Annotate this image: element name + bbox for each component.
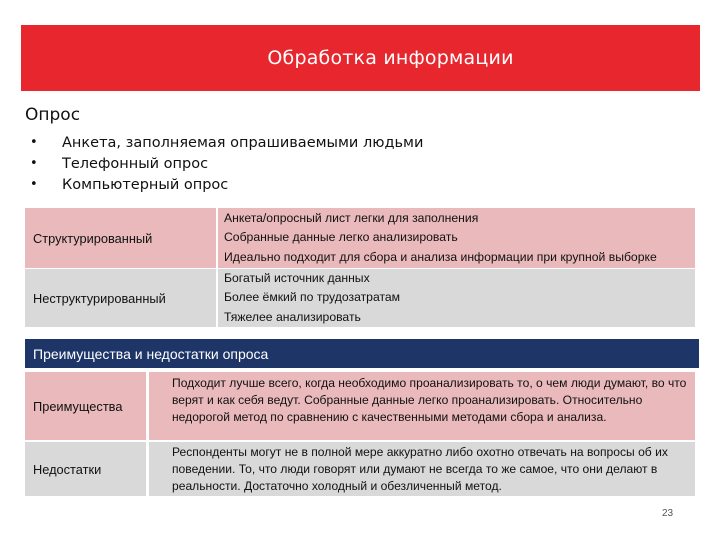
detail-line: Более ёмкий по трудозатратам bbox=[224, 290, 401, 305]
detail-line: Анкета/опросный лист легки для заполнения bbox=[224, 211, 479, 225]
pros-cons-header: Преимущества и недостатки опроса bbox=[25, 339, 699, 368]
survey-types-list bbox=[30, 132, 423, 195]
row-label: Преимущества bbox=[25, 372, 146, 440]
row-details bbox=[218, 269, 695, 327]
row-label: Неструктурированный bbox=[25, 269, 216, 327]
list-item bbox=[30, 174, 423, 195]
title-banner bbox=[21, 25, 700, 91]
list-item-text: Компьютерный опрос bbox=[62, 176, 229, 193]
bullet-icon: • bbox=[30, 177, 38, 192]
table-row-unstructured bbox=[25, 269, 695, 327]
detail-line: Тяжелее анализировать bbox=[224, 309, 361, 324]
section-title: Опрос bbox=[25, 105, 81, 125]
row-label: Недостатки bbox=[25, 442, 146, 496]
slide-title: Обработка информации bbox=[267, 47, 514, 69]
bullet-icon: • bbox=[30, 135, 38, 150]
detail-line: Собранные данные легко анализировать bbox=[224, 230, 458, 245]
detail-line: Идеально подходит для сбора и анализа информации при крупной выборке bbox=[224, 249, 657, 264]
table-row-advantages bbox=[25, 372, 695, 440]
page-number: 23 bbox=[662, 508, 674, 519]
row-label: Структурированный bbox=[25, 208, 216, 268]
list-item-text: Анкета, заполняемая опрашиваемыми людьми bbox=[62, 134, 424, 151]
table-row-structured bbox=[25, 208, 695, 268]
bullet-icon: • bbox=[30, 156, 38, 171]
list-item bbox=[30, 132, 423, 153]
row-text: Респонденты могут не в полной мере аккуратно либо охотно отвечать на вопросы об их поведении. То, что люди говорят или думают не всегда то же самое, что они делают в реальности. Достаточно холодный и обезличенный метод. bbox=[149, 442, 695, 496]
list-item-text: Телефонный опрос bbox=[62, 155, 209, 172]
list-item bbox=[30, 153, 423, 174]
row-text: Подходит лучше всего, когда необходимо проанализировать то, о чем люди думают, во что верят и как себя ведут. Собранные данные легко проанализировать. Относительно недорогой метод по сравнению с качественными методами сбора и анализа. bbox=[149, 372, 695, 440]
row-details bbox=[218, 208, 695, 268]
detail-line: Богатый источник данных bbox=[224, 271, 370, 285]
table-row-disadvantages bbox=[25, 442, 695, 496]
